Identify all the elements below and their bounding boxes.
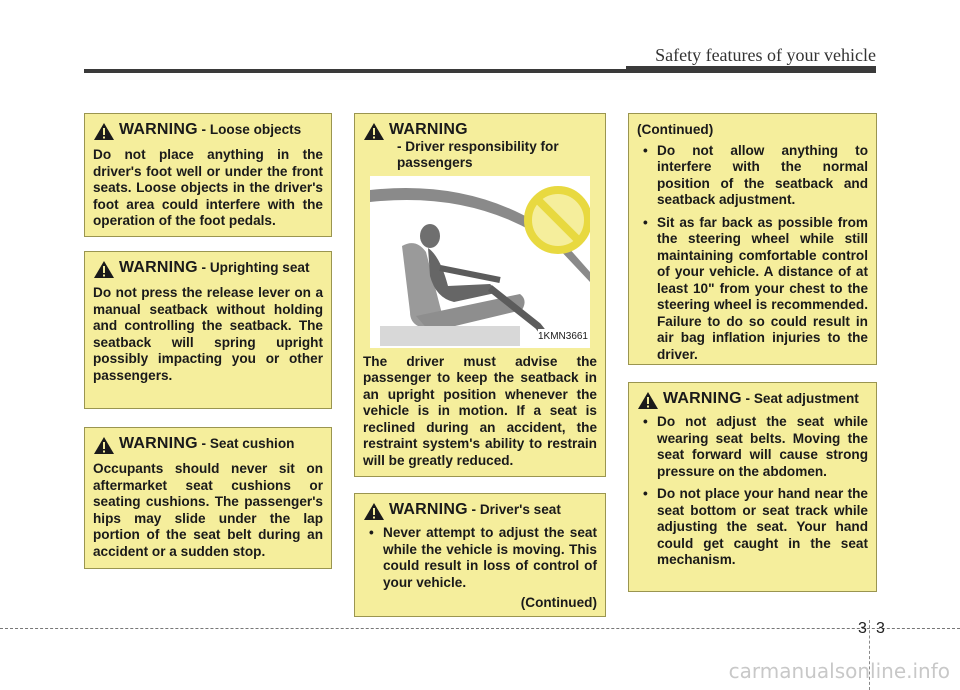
warning-triangle-icon	[93, 122, 115, 141]
bullet-item: • Do not allow anything to interfere with the normal position of the seatback and seatback adjustment.	[637, 143, 868, 209]
header-rule	[84, 69, 876, 73]
warning-subtitle: - Seat cushion	[201, 436, 295, 451]
warning-subtitle: - Driver's seat	[471, 502, 561, 517]
warning-text: Do not place anything in the driver's foot well or under the front seats. Loose objects in the driver's foot area could interfere with the operation of the foot pedals.	[93, 147, 323, 228]
warning-word: WARNING	[663, 390, 742, 407]
warning-word: WARNING	[389, 501, 468, 518]
warning-driver-responsibility	[354, 113, 606, 477]
warning-continued	[628, 113, 877, 365]
warning-loose-objects	[84, 113, 332, 237]
warning-seat-adjustment	[628, 382, 877, 592]
warning-text: Do not press the release lever on a manual seatback without holding and controlling the seatback. The seatback will spring upright possibly impacting you or other passengers.	[93, 285, 323, 383]
reclined-seat-illustration	[370, 176, 590, 348]
warning-word: WARNING	[119, 259, 198, 276]
warning-text: The driver must advise the passenger to keep the seatback in an upright position whenever the vehicle is in motion. If a seat is reclined during an accident, the restraint system's ability to restrain will be greatly reduced.	[363, 353, 597, 468]
page-number-chapter: 3	[858, 620, 867, 637]
warning-triangle-icon	[363, 122, 385, 141]
warning-subtitle: - Uprighting seat	[201, 260, 310, 275]
seat-illustration-svg	[370, 176, 590, 348]
warning-word: WARNING	[119, 435, 198, 452]
header-title: Safety features of your vehicle	[655, 45, 876, 65]
warning-triangle-icon	[363, 502, 385, 521]
bullet-item: • Never attempt to adjust the seat while the vehicle is moving. This could result in loss of control of your vehicle.	[363, 525, 597, 591]
warning-subtitle: - Driver responsibility for passengers	[397, 138, 559, 170]
bullet-item: • Do not adjust the seat while wearing seat belts. Moving the seat forward will cause strong pressure on the abdomen.	[637, 414, 868, 480]
page-number-page: 3	[876, 620, 885, 637]
warning-seat-cushion	[84, 427, 332, 569]
warning-subtitle: - Seat adjustment	[745, 391, 859, 406]
warning-triangle-icon	[637, 391, 659, 410]
bullet-item: • Do not place your hand near the seat bottom or seat track while adjusting the seat. Your hand could get caught in the seat mechanism.	[637, 486, 868, 569]
illustration-code: 1KMN3661	[538, 329, 588, 346]
bullet-item: • Sit as far back as possible from the steering wheel while still maintaining comfortable control of your vehicle. A distance of at least 10" from your chest to the steering wheel is recommended. Failure to do so could result in air bag inflation injuries to the driver.	[637, 215, 868, 364]
continued-heading: (Continued)	[637, 122, 714, 137]
warning-word: WARNING	[389, 121, 468, 138]
warning-text: Occupants should never sit on aftermarket seat cushions or seating cushions. The passenger's hips may slide under the lap portion of the seat belt during an accident or a sudden stop.	[93, 461, 323, 559]
warning-word: WARNING	[119, 121, 198, 138]
continued-label: (Continued)	[520, 595, 597, 610]
warning-drivers-seat	[354, 493, 606, 617]
watermark: carmanualsonline.info	[728, 659, 950, 683]
warning-uprighting-seat	[84, 251, 332, 409]
footer-dashed-rule	[0, 628, 960, 629]
warning-subtitle: - Loose objects	[201, 122, 302, 137]
warning-triangle-icon	[93, 436, 115, 455]
warning-triangle-icon	[93, 260, 115, 279]
